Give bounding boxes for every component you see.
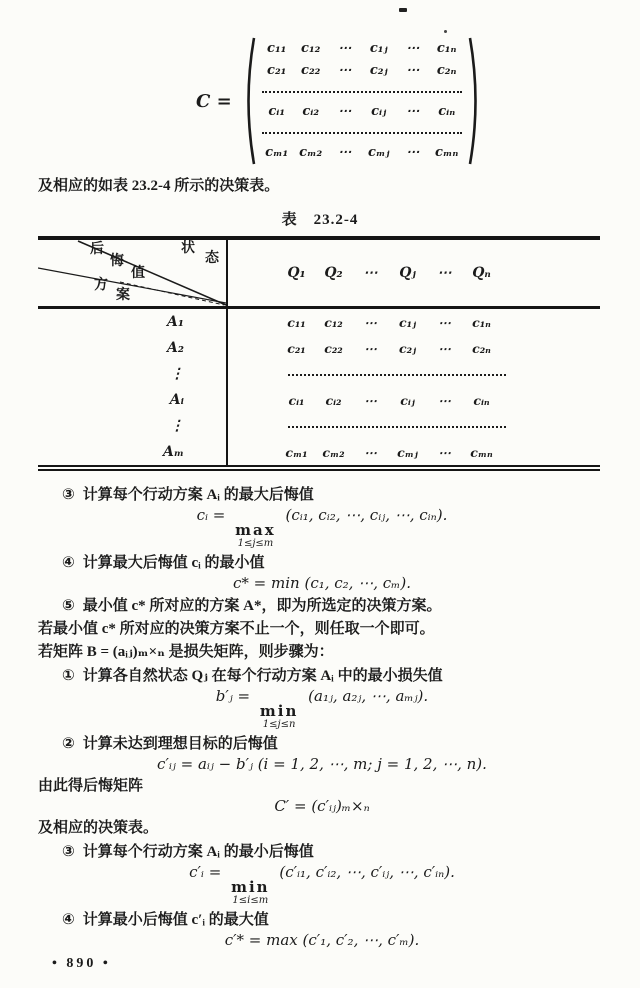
row-label: A₁ bbox=[167, 314, 184, 330]
table-caption: 表 23.2-4 bbox=[281, 212, 359, 228]
row-label: A₂ bbox=[167, 340, 184, 356]
table-cell: c₂ⱼ bbox=[398, 340, 416, 356]
operator-label: min bbox=[231, 878, 270, 896]
matrix-cell: c₁ⱼ bbox=[369, 41, 388, 56]
matrix-cell: ⋯ bbox=[338, 104, 352, 119]
min-operator bbox=[260, 703, 298, 730]
formula-min-regret bbox=[38, 863, 606, 906]
paragraph-refer-table: 及相应的如表 23.2-4 所示的决策表。 bbox=[38, 178, 280, 194]
state-column-headers bbox=[226, 240, 600, 306]
matrix-cell: ⋯ bbox=[338, 63, 352, 78]
matrix-grid bbox=[260, 38, 464, 164]
table-row bbox=[38, 387, 600, 413]
table-cell: ⋯ bbox=[364, 314, 377, 330]
table-vertical-rule bbox=[226, 240, 228, 465]
table-cell: cᵢ₁ bbox=[288, 392, 305, 408]
table-header-row bbox=[38, 240, 600, 309]
step-text: 计算每个行动方案 Aᵢ 的最大后悔值 bbox=[82, 487, 314, 503]
table-cell: ⋯ bbox=[438, 444, 451, 460]
operator-label: max bbox=[235, 521, 276, 539]
matrix-lhs: C = bbox=[196, 90, 232, 112]
note-tie-breaking: 若最小值 c* 所对应的决策方案不止一个，则任取一个即可。 bbox=[38, 621, 435, 637]
corner-plan-char: 案 bbox=[116, 288, 130, 303]
table-cell: ⋯ bbox=[364, 340, 377, 356]
step-5-selected-plan bbox=[38, 596, 606, 616]
step-text: 计算最大后悔值 cᵢ 的最小值 bbox=[82, 555, 265, 571]
table-row-ellipsis bbox=[38, 361, 600, 387]
table-row-ellipsis bbox=[38, 413, 600, 439]
ellipsis-dots-line bbox=[262, 86, 462, 93]
scan-artifact bbox=[399, 8, 407, 12]
operator-limits: 1≤j≤n bbox=[262, 719, 296, 730]
formula-c-prime-matrix: C′ = (c′ᵢⱼ)ₘ×ₙ bbox=[274, 797, 370, 815]
matrix-cell: ⋯ bbox=[338, 145, 352, 160]
formula-lhs: b′ⱼ = bbox=[215, 687, 251, 705]
table-row bbox=[38, 335, 600, 361]
matrix-cell: cₘ₁ bbox=[265, 145, 289, 160]
operator-limits: 1≤j≤m bbox=[237, 538, 274, 549]
column-header: ⋯ bbox=[363, 265, 378, 281]
matrix-cell: cᵢ₂ bbox=[302, 104, 320, 119]
row-label: Aₘ bbox=[162, 444, 184, 460]
table-cell: ⋯ bbox=[364, 444, 377, 460]
step-text: 计算最小后悔值 c′ᵢ 的最大值 bbox=[82, 912, 269, 928]
min-operator bbox=[231, 879, 269, 906]
row-cells bbox=[226, 393, 600, 408]
step-4-min-of-max bbox=[38, 553, 606, 573]
step-1-min-loss bbox=[38, 666, 606, 686]
formula-lhs: c′ᵢ = bbox=[189, 863, 222, 881]
step-marker: ③ bbox=[62, 842, 75, 860]
table-cell: c₁₂ bbox=[324, 314, 343, 330]
matrix-cell: cₘ₂ bbox=[299, 145, 323, 160]
matrix-cell: c₂ⱼ bbox=[369, 63, 388, 78]
matrix-cell: cₘⱼ bbox=[367, 145, 390, 160]
column-header: Q₂ bbox=[324, 265, 343, 281]
table-corner-cell bbox=[38, 240, 226, 306]
table-cell: ⋯ bbox=[438, 340, 451, 356]
corner-state-char: 态 bbox=[205, 251, 219, 266]
row-cells bbox=[226, 315, 600, 330]
step-marker: ④ bbox=[62, 553, 75, 571]
table-cell: cₘ₁ bbox=[285, 444, 308, 460]
formula-rhs: (cᵢ₁, cᵢ₂, ⋯, cᵢⱼ, ⋯, cᵢₙ). bbox=[285, 506, 448, 524]
table-cell: c₂₂ bbox=[324, 340, 343, 356]
formula-min-c: c* = min (c₁, c₂, ⋯, cₘ). bbox=[233, 574, 411, 592]
table-cell: cₘ₂ bbox=[322, 444, 345, 460]
matrix-cell: c₁₁ bbox=[267, 41, 287, 56]
table-cell: cₘₙ bbox=[470, 444, 493, 460]
operator-label: min bbox=[259, 702, 299, 720]
right-paren-icon bbox=[468, 35, 482, 167]
matrix-cell: ⋯ bbox=[406, 145, 420, 160]
matrix-c-block bbox=[196, 34, 640, 168]
step-marker: ③ bbox=[62, 485, 75, 503]
column-header: ⋯ bbox=[437, 265, 452, 281]
corner-label-char: 值 bbox=[131, 266, 145, 281]
matrix-cell: c₂ₙ bbox=[436, 63, 457, 78]
table-cell: cᵢⱼ bbox=[400, 392, 415, 408]
scan-artifact bbox=[444, 30, 447, 33]
matrix-cell: ⋯ bbox=[406, 104, 420, 119]
table-row bbox=[38, 439, 600, 465]
column-header: Qⱼ bbox=[399, 265, 416, 281]
step-text: 计算各自然状态 Qⱼ 在每个行动方案 Aᵢ 中的最小损失值 bbox=[82, 668, 443, 684]
matrix-cell: cᵢₙ bbox=[438, 104, 456, 119]
matrix-cell: cᵢⱼ bbox=[371, 104, 387, 119]
table-cell: ⋯ bbox=[364, 392, 377, 408]
step-marker: ④ bbox=[62, 910, 75, 928]
note-loss-matrix: 若矩阵 B = (aᵢⱼ)ₘ×ₙ 是损失矩阵，则步骤为： bbox=[38, 644, 334, 660]
table-cell: c₁₁ bbox=[287, 314, 306, 330]
table-cell: c₂ₙ bbox=[472, 340, 491, 356]
step-text: 计算每个行动方案 Aᵢ 的最小后悔值 bbox=[82, 844, 314, 860]
note-regret-matrix: 由此得后悔矩阵 bbox=[38, 778, 144, 794]
step-3-max-regret bbox=[38, 485, 606, 505]
formula-rhs: (a₁ⱼ, a₂ⱼ, ⋯, aₘⱼ). bbox=[308, 687, 429, 705]
steps-section bbox=[38, 485, 606, 949]
left-paren-icon bbox=[242, 35, 256, 167]
step-3-min-regret bbox=[38, 842, 606, 862]
row-cells bbox=[226, 445, 600, 460]
corner-label-char: 悔 bbox=[110, 254, 124, 269]
corner-label-char: 后 bbox=[90, 242, 104, 257]
ellipsis-dots-line bbox=[288, 372, 506, 376]
matrix-cell: c₁ₙ bbox=[436, 41, 457, 56]
table-cell: cₘⱼ bbox=[397, 444, 418, 460]
matrix-cell: ⋯ bbox=[338, 41, 352, 56]
column-header: Qₙ bbox=[472, 265, 491, 281]
matrix-cell: c₂₂ bbox=[301, 63, 321, 78]
step-text: 最小值 c* 所对应的方案 A*，即为所选定的决策方案。 bbox=[82, 598, 442, 614]
formula-max-c-prime: c′* = max (c′₁, c′₂, ⋯, c′ₘ). bbox=[224, 931, 420, 949]
step-marker: ⑤ bbox=[62, 596, 75, 614]
ellipsis-dots-line bbox=[288, 424, 506, 428]
row-label: ⋮ bbox=[170, 366, 184, 382]
step-4-max-of-min bbox=[38, 910, 606, 930]
column-header: Q₁ bbox=[287, 265, 306, 281]
step-2-regret-value bbox=[38, 734, 606, 754]
step-marker: ② bbox=[62, 734, 75, 752]
table-cell: c₂₁ bbox=[287, 340, 306, 356]
page-number: • 890 • bbox=[52, 956, 111, 971]
formula-rhs: (c′ᵢ₁, c′ᵢ₂, ⋯, c′ᵢⱼ, ⋯, c′ᵢₙ). bbox=[279, 863, 455, 881]
formula-max-regret bbox=[38, 506, 606, 549]
step-text: 计算未达到理想目标的后悔值 bbox=[82, 736, 278, 752]
table-cell: ⋯ bbox=[438, 314, 451, 330]
table-cell: ⋯ bbox=[438, 392, 451, 408]
formula-cij: c′ᵢⱼ = aᵢⱼ − b′ⱼ (i = 1, 2, ⋯, m; j = 1, 2, ⋯, n). bbox=[157, 755, 487, 773]
table-cell: cᵢₙ bbox=[473, 392, 490, 408]
matrix-cell: ⋯ bbox=[406, 63, 420, 78]
table-cell: c₁ₙ bbox=[472, 314, 491, 330]
matrix-cell: cᵢ₁ bbox=[268, 104, 286, 119]
step-marker: ① bbox=[62, 666, 75, 684]
matrix-cell: c₁₂ bbox=[301, 41, 321, 56]
formula-bj bbox=[38, 687, 606, 730]
table-row bbox=[38, 309, 600, 335]
corner-state-char: 状 bbox=[181, 241, 195, 256]
corner-plan-char: 方 bbox=[94, 278, 108, 293]
table-cell: cᵢ₂ bbox=[325, 392, 342, 408]
operator-limits: 1≤i≤m bbox=[232, 895, 269, 906]
row-label: Aᵢ bbox=[169, 392, 184, 408]
ellipsis-dots-line bbox=[262, 127, 462, 134]
matrix-cell: c₂₁ bbox=[267, 63, 287, 78]
row-label: ⋮ bbox=[170, 418, 184, 434]
matrix-cell: ⋯ bbox=[406, 41, 420, 56]
decision-table bbox=[38, 236, 600, 471]
max-operator bbox=[235, 522, 276, 549]
row-cells bbox=[226, 341, 600, 356]
formula-lhs: cᵢ = bbox=[196, 506, 226, 524]
matrix-cell: cₘₙ bbox=[435, 145, 459, 160]
table-cell: c₁ⱼ bbox=[398, 314, 416, 330]
note-decision-table: 及相应的决策表。 bbox=[38, 820, 159, 836]
